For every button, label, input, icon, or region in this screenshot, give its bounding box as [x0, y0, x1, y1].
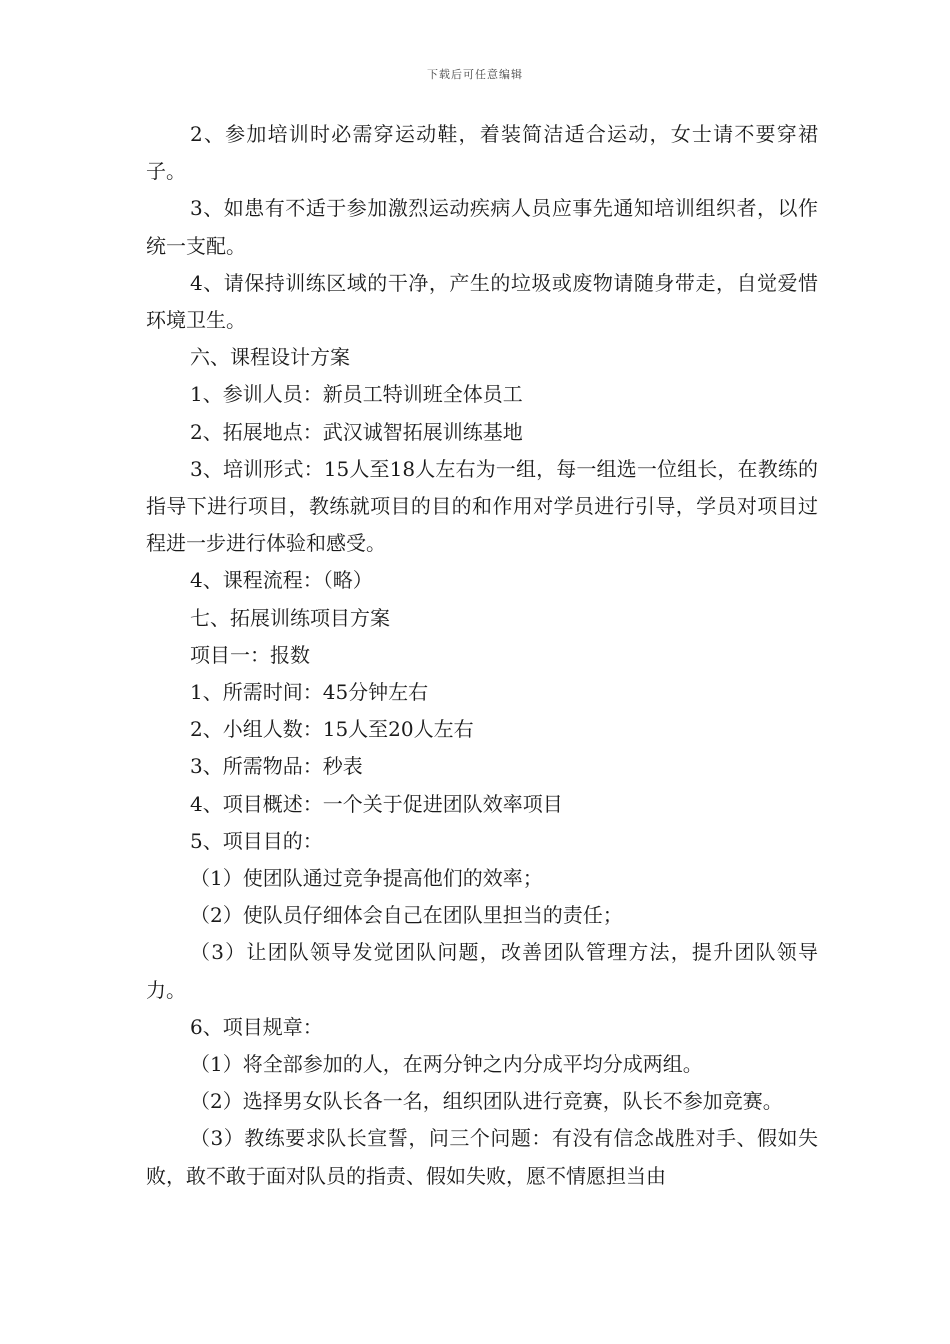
paragraph-course-flow: 4、课程流程：（略）: [190, 568, 373, 593]
paragraph-purpose-2: （2）使队员仔细体会自己在团队里担当的责任；: [190, 903, 623, 928]
paragraph-overview: 4、项目概述：一个关于促进团队效率项目: [190, 791, 563, 816]
paragraph-rules-3: （3）教练要求队长宣誓，问三个问题：有没有信念战胜对手、假如失败，敢不敢于面对队员的指责、假如失败，愿不情愿担当由: [146, 1126, 818, 1188]
page-header-note: 下载后可任意编辑: [427, 68, 523, 81]
paragraph-participants: 1、参训人员：新员工特训班全体员工: [190, 382, 523, 407]
paragraph-rule-3: 3、如患有不适于参加激烈运动疾病人员应事先通知培训组织者，以作统一支配。: [146, 196, 818, 258]
section-heading-course-design: 六、课程设计方案: [190, 345, 350, 370]
project-title: 项目一：报数: [190, 642, 310, 667]
paragraph-training-format: 3、培训形式：15人至18人左右为一组，每一组选一位组长，在教练的指导下进行项目，教练就项目的目的和作用对学员进行引导，学员对项目过程进一步进行体验和感受。: [146, 456, 818, 556]
paragraph-rules-heading: 6、项目规章：: [190, 1014, 323, 1039]
paragraph-rule-4: 4、请保持训练区域的干净，产生的垃圾或废物请随身带走，自觉爱惜环境卫生。: [146, 270, 818, 333]
document-body: [146, 116, 818, 1195]
paragraph-purpose-heading: 5、项目目的：: [190, 828, 323, 853]
paragraph-rules-2: （2）选择男女队长各一名，组织团队进行竞赛，队长不参加竞赛。: [190, 1089, 783, 1114]
paragraph-materials: 3、所需物品：秒表: [190, 754, 363, 779]
paragraph-rules-1: （1）将全部参加的人，在两分钟之内分成平均分成两组。: [190, 1052, 703, 1077]
paragraph-purpose-1: （1）使团队通过竞争提高他们的效率；: [190, 866, 543, 891]
paragraph-purpose-3: （3）让团队领导发觉团队问题，改善团队管理方法，提升团队领导力。: [146, 940, 818, 1002]
paragraph-group-size: 2、小组人数：15人至20人左右: [190, 717, 474, 742]
paragraph-location: 2、拓展地点：武汉诚智拓展训练基地: [190, 419, 523, 444]
section-heading-project-plan: 七、拓展训练项目方案: [190, 605, 390, 630]
paragraph-duration: 1、所需时间：45分钟左右: [190, 680, 429, 705]
paragraph-rule-2: 2、参加培训时必需穿运动鞋，着装简洁适合运动，女士请不要穿裙子。: [146, 122, 818, 184]
